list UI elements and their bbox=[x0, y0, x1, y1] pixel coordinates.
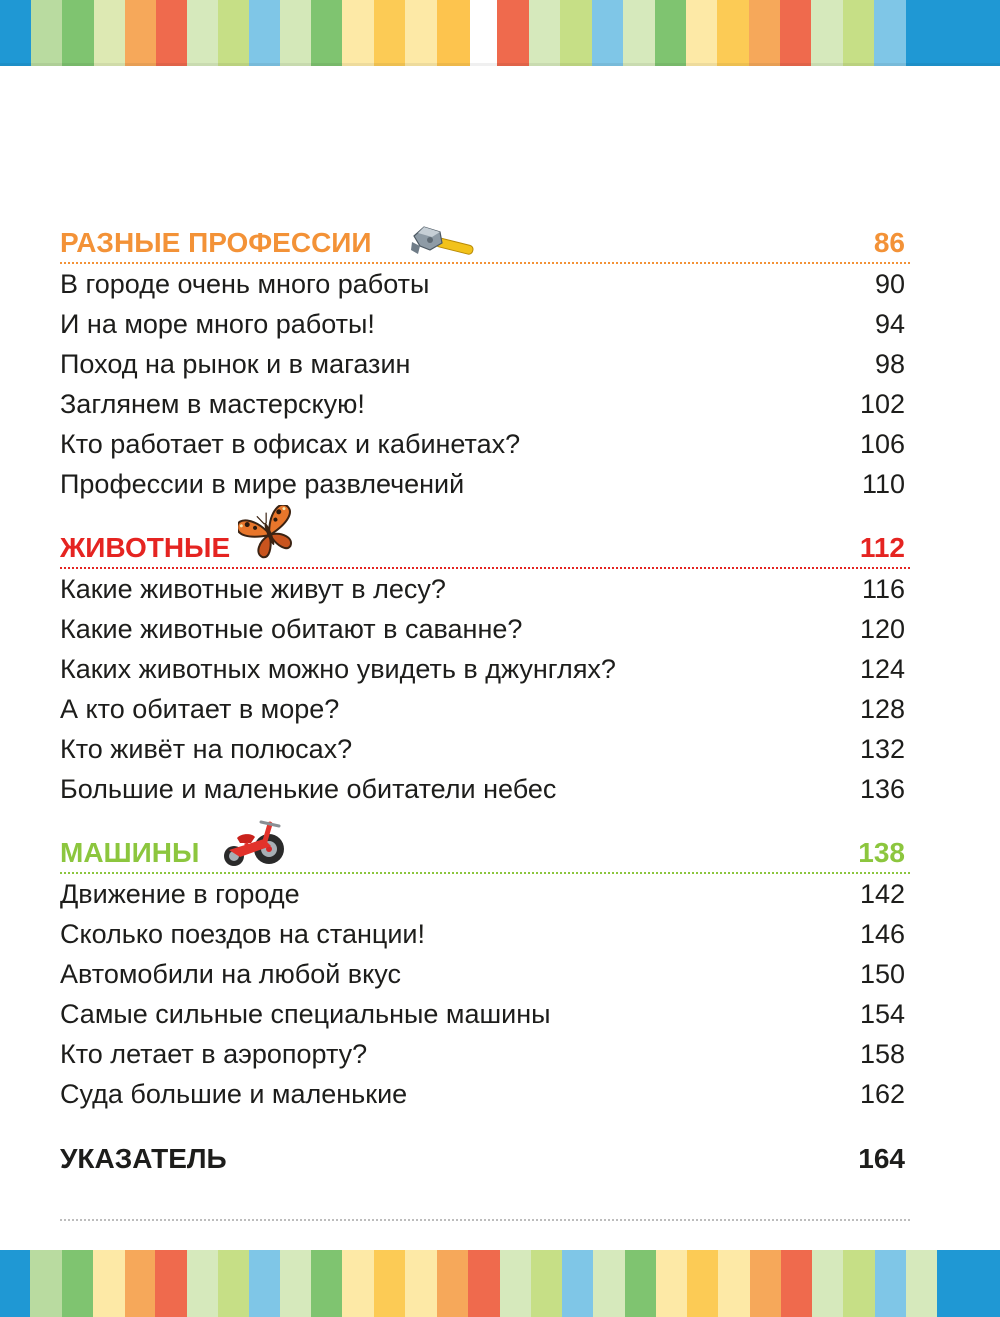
entry-title: И на море много работы! bbox=[60, 308, 375, 339]
toc-entry bbox=[60, 609, 910, 649]
entry-title: Самые сильные специальные машины bbox=[60, 998, 551, 1029]
entry-page: 102 bbox=[859, 388, 905, 419]
section-heading bbox=[60, 834, 910, 874]
entry-page: 132 bbox=[859, 733, 905, 764]
toc-entry bbox=[60, 914, 910, 954]
toc-entry bbox=[60, 344, 910, 384]
entry-title: Сколько поездов на станции! bbox=[60, 918, 426, 949]
section-title: РАЗНЫЕ ПРОФЕССИИ bbox=[60, 227, 372, 258]
index-heading bbox=[60, 1139, 910, 1179]
entry-title: Заглянем в мастерскую! bbox=[60, 388, 365, 419]
toc-entry bbox=[60, 954, 910, 994]
entry-page: 128 bbox=[859, 693, 905, 724]
index-page-number: 164 bbox=[858, 1143, 905, 1174]
entry-title: Кто живёт на полюсах? bbox=[60, 733, 353, 764]
entry-title: Какие животные обитают в саванне? bbox=[60, 613, 523, 644]
section-page-number: 112 bbox=[859, 532, 905, 563]
hammer-icon bbox=[410, 224, 476, 258]
toc-entry bbox=[60, 729, 910, 769]
top-stripe-border bbox=[0, 0, 1000, 66]
entry-title: Поход на рынок и в магазин bbox=[60, 348, 411, 379]
entry-page: 120 bbox=[859, 613, 905, 644]
toc-entry bbox=[60, 649, 910, 689]
toc-entry bbox=[60, 1074, 910, 1114]
entry-page: 124 bbox=[859, 653, 905, 684]
section-professions bbox=[60, 224, 910, 504]
entry-title: А кто обитает в море? bbox=[60, 693, 340, 724]
toc-entry bbox=[60, 769, 910, 809]
toc-entry bbox=[60, 874, 910, 914]
table-of-contents bbox=[60, 224, 910, 1179]
entry-page: 158 bbox=[859, 1038, 905, 1069]
entry-title: Кто работает в офисах и кабинетах? bbox=[60, 428, 521, 459]
entry-title: Суда большие и маленькие bbox=[60, 1078, 408, 1109]
entry-page: 90 bbox=[874, 268, 905, 299]
section-page-number: 138 bbox=[858, 837, 905, 868]
entry-page: 150 bbox=[859, 958, 905, 989]
section-heading bbox=[60, 529, 910, 569]
section-title: ЖИВОТНЫЕ bbox=[60, 532, 231, 563]
entry-page: 94 bbox=[874, 308, 905, 339]
entry-title: Движение в городе bbox=[60, 878, 300, 909]
entry-page: 154 bbox=[859, 998, 905, 1029]
entry-page: 162 bbox=[859, 1078, 905, 1109]
entry-title: Большие и маленькие обитатели небес bbox=[60, 773, 557, 804]
entry-title: Автомобили на любой вкус bbox=[60, 958, 401, 989]
entry-page: 142 bbox=[859, 878, 905, 909]
entry-title: Каких животных можно увидеть в джунглях? bbox=[60, 653, 616, 684]
section-vehicles bbox=[60, 834, 910, 1114]
section-page-number: 86 bbox=[873, 227, 905, 258]
toc-entry bbox=[60, 464, 910, 504]
tricycle-icon bbox=[220, 815, 287, 867]
index-title: УКАЗАТЕЛЬ bbox=[60, 1143, 227, 1174]
entry-title: Какие животные живут в лесу? bbox=[60, 573, 446, 604]
toc-entry bbox=[60, 994, 910, 1034]
entry-page: 136 bbox=[859, 773, 905, 804]
toc-entry bbox=[60, 1034, 910, 1074]
toc-entry bbox=[60, 264, 910, 304]
entry-title: Профессии в мире развлечений bbox=[60, 468, 465, 499]
toc-entry bbox=[60, 689, 910, 729]
toc-entry bbox=[60, 569, 910, 609]
toc-entry bbox=[60, 304, 910, 344]
toc-entry bbox=[60, 384, 910, 424]
entry-title: Кто летает в аэропорту? bbox=[60, 1038, 368, 1069]
entry-page: 116 bbox=[861, 573, 905, 604]
toc-entry bbox=[60, 424, 910, 464]
butterfly-icon bbox=[238, 505, 300, 561]
entry-page: 106 bbox=[859, 428, 905, 459]
entry-page: 98 bbox=[874, 348, 905, 379]
section-heading bbox=[60, 224, 910, 264]
entry-page: 146 bbox=[859, 918, 905, 949]
bottom-stripe-border bbox=[0, 1250, 1000, 1317]
section-title: МАШИНЫ bbox=[60, 837, 200, 868]
section-animals bbox=[60, 529, 910, 809]
entry-title: В городе очень много работы bbox=[60, 268, 430, 299]
entry-page: 110 bbox=[861, 468, 905, 499]
bottom-dotted-divider bbox=[60, 1219, 910, 1221]
